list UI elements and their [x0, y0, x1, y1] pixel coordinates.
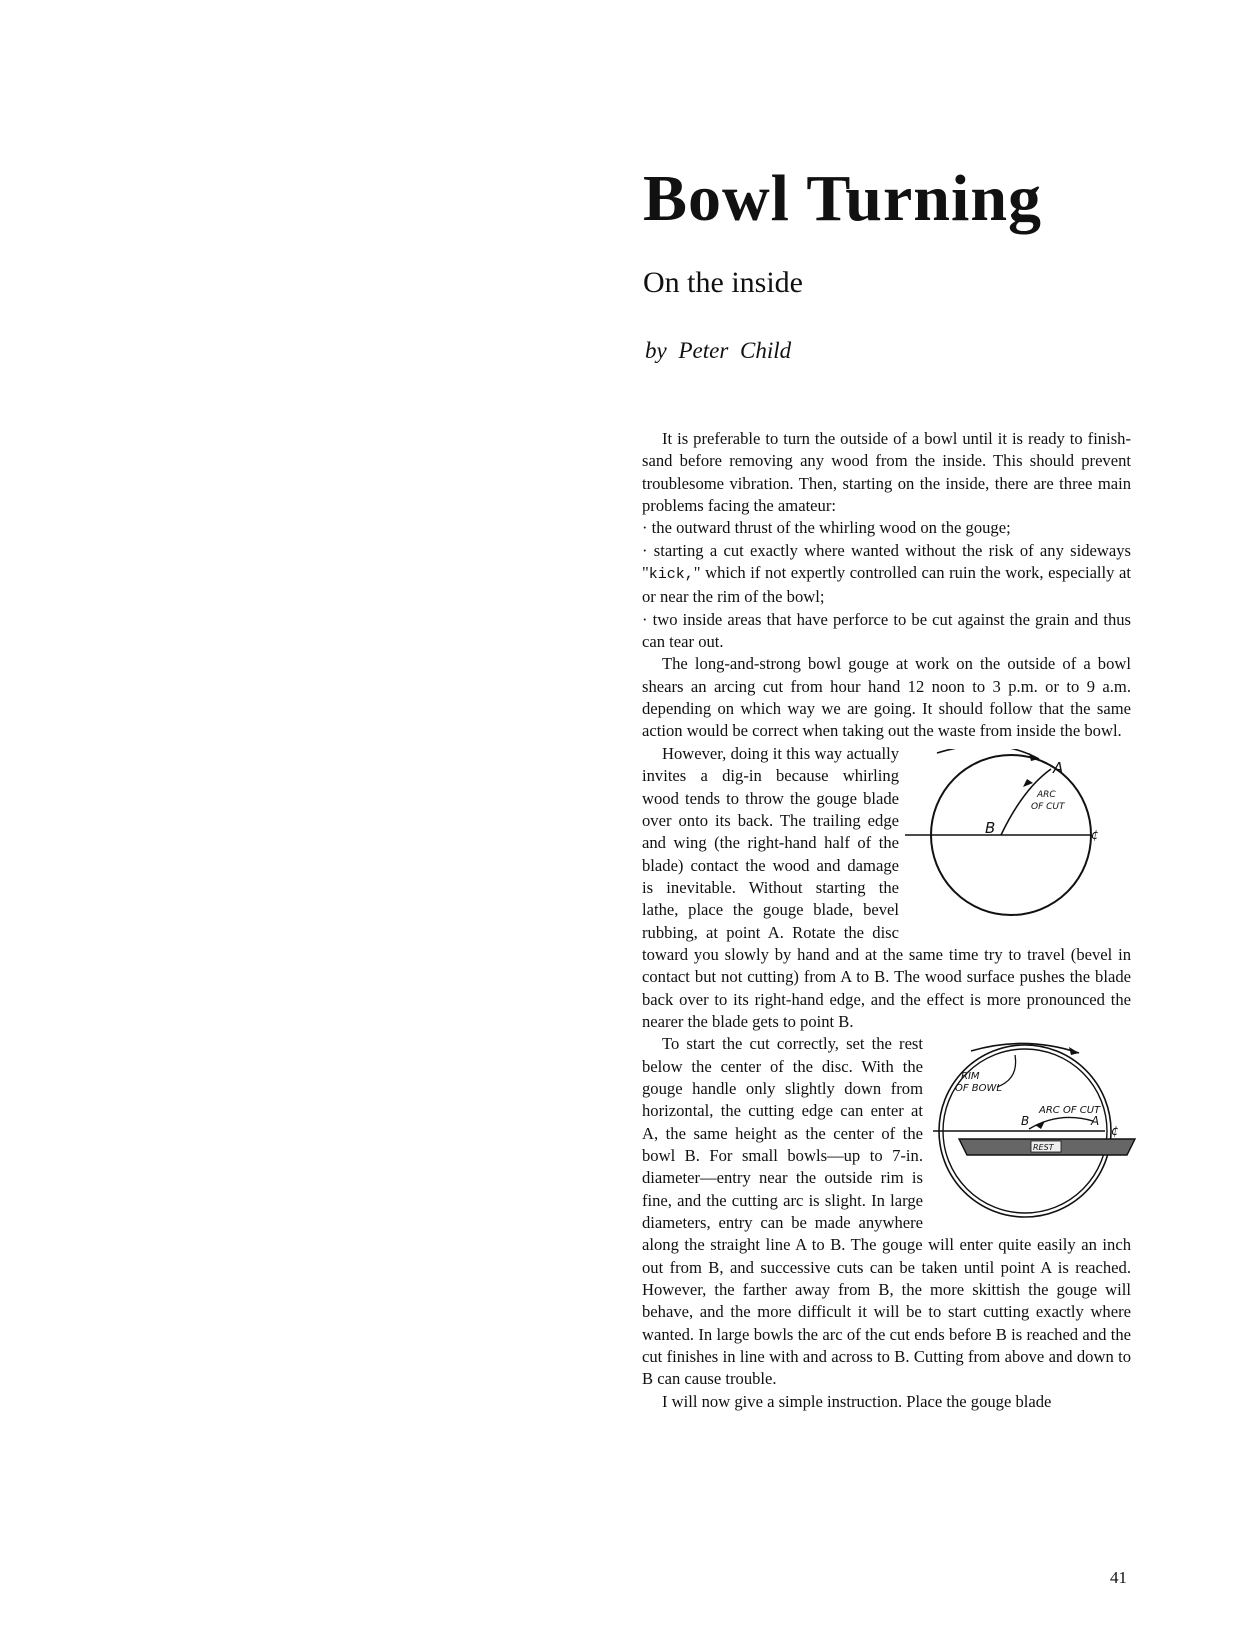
article-subtitle: On the inside — [643, 266, 803, 299]
label-rest: REST — [1033, 1143, 1054, 1153]
paragraph-4 — [642, 1033, 1131, 1391]
label-point-a: A — [1053, 758, 1064, 777]
bullet-2 — [642, 540, 1131, 609]
label-centerline: ¢ — [1091, 827, 1099, 842]
paragraph-3 — [642, 743, 1131, 1033]
article-title: Bowl Turning — [643, 162, 1043, 235]
figure-arc-of-cut — [905, 749, 1141, 929]
article-body — [642, 428, 1131, 1413]
label-point-b: B — [1021, 1114, 1030, 1129]
paragraph-2-text: The long-and-strong bowl gouge at work on the outside of a bowl shears an arcing cut from hour hand 12 noon to 3 p.m. or to 9 a.m. depending on which way we are going. It should follow that the same action would be correct when taking out the waste from inside the bowl. — [642, 654, 1131, 741]
paragraph-1: It is preferable to turn the outside of a bowl until it is ready to finish-sand before removing any wood from the inside. This should prevent troublesome vibration. Then, starting on the inside, there are three main problems facing the amateur: — [642, 429, 1131, 516]
label-rim-1: RIM — [961, 1071, 980, 1083]
label-centerline: ¢ — [1111, 1124, 1119, 1139]
kick-word: kick, — [648, 566, 694, 584]
bullet-2-text-a: · starting a cut exactly where wanted without the risk of any sideways " — [642, 540, 1131, 583]
paragraph-3-text: However, doing it this way actually invites a dig-in because whirling wood tends to throw the gouge blade over onto its back. The trailing edge and wing (the right-hand half of the blade) contact the wood and damage is inevitable. Without starting the lathe, place the gouge blade, bevel rubbing, at point A. Rotate the disc toward you slowly by hand and at the same time try to travel (bevel in contact but not cutting) from A to B. The wood surface pushes the blade back over to its right-hand edge, and the effect is more pronounced the nearer the blade gets to point B. — [642, 743, 1131, 1031]
figure-rest-position — [929, 1039, 1141, 1225]
cut-arc-arrowhead — [1035, 1121, 1045, 1129]
label-arc-of-cut: ARC OF CUT — [1039, 1105, 1101, 1117]
label-arc-1: ARC — [1037, 789, 1056, 800]
figure-1-drawing — [905, 749, 1141, 929]
label-point-b: B — [985, 818, 996, 837]
label-rim-2: OF BOWL — [955, 1083, 1002, 1095]
bullet-2-text-b: " which if not expertly controlled can ruin the work, especially at or near the rim of the bowl; — [642, 563, 1131, 607]
paragraph-5: I will now give a simple instruction. Place the gouge blade — [662, 1391, 1052, 1411]
rotation-arrowhead — [1069, 1047, 1079, 1055]
bullet-1: · the outward thrust of the whirling wood on the gouge; — [642, 518, 1011, 538]
label-arc-2: OF CUT — [1031, 801, 1065, 812]
paragraph-4-text: To start the cut correctly, set the rest below the center of the disc. With the gouge handle only slightly down from horizontal, the cutting edge can enter at A, the same height as the center of the bowl B. For small bowls—up to 7-in. diameter—entry near the outside rim is fine, and the cutting arc is slight. In large diameters, entry can be made anywhere along the straight line A to B. The gouge will enter quite easily an inch out from B, and successive cuts can be taken until point A is reached. However, the farther away from B, the more skittish the gouge will behave, and the more difficult it will be to start cutting exactly where wanted. In large bowls the arc of the cut ends before B is reached and the cut finishes in line with and across to B. Cutting from above and down to B can cause trouble. — [642, 1034, 1131, 1389]
paragraph-2 — [642, 653, 1131, 742]
bullet-3: · two inside areas that have perforce to be cut against the grain and thus can tear out. — [642, 609, 1131, 652]
page-number: 41 — [1110, 1568, 1127, 1587]
figure-2-drawing — [929, 1039, 1141, 1225]
label-point-a: A — [1091, 1114, 1100, 1129]
byline: by Peter Child — [645, 338, 792, 363]
